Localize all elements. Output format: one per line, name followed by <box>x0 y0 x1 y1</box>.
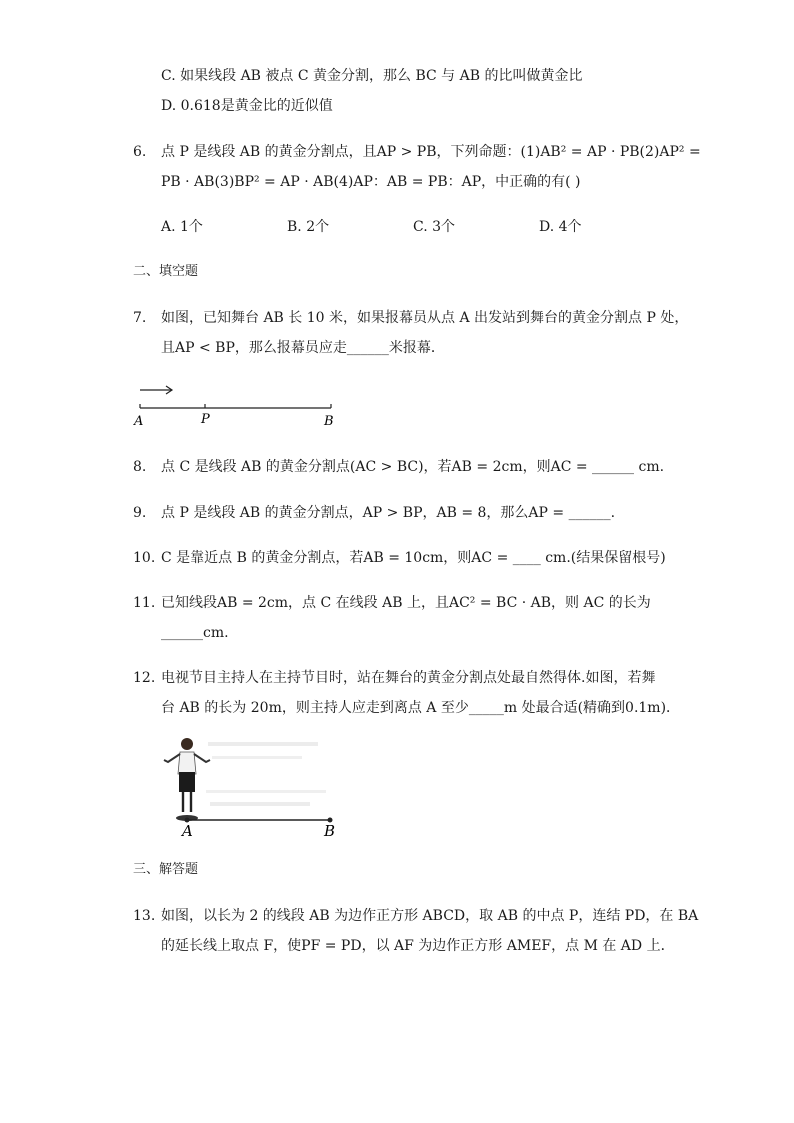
section-heading-solve: 三、解答题 <box>133 862 199 877</box>
q12-line-2: 台 AB 的长为 20m，则主持人应走到离点 A 至少_____m 处最合适(精确到0.1m)． <box>161 700 681 716</box>
q6-line-2: PB · AB(3)BP² = AP · AB(4)AP：AB = PB：AP，中正确的有( ) <box>161 174 581 190</box>
q6-option-c: C. 3个 <box>413 219 456 235</box>
q12-line-1: 电视节目主持人在主持节目时，站在舞台的黄金分割点处最自然得体.如图，若舞 <box>161 670 656 686</box>
q12-label-a: A <box>182 822 193 840</box>
q12-number: 12. <box>133 670 156 686</box>
q6-option-a: A. 1个 <box>161 219 203 235</box>
q9-number: 9. <box>133 505 147 521</box>
q7-segment-figure <box>128 378 348 430</box>
q10-number: 10. <box>133 550 156 566</box>
q7-label-p: P <box>201 412 210 427</box>
presenter-figure <box>164 738 210 821</box>
q10-text: C 是靠近点 B 的黄金分割点，若AB = 10cm，则AC = ____ cm.(结果保留根号) <box>161 550 666 566</box>
q6-option-d: D. 4个 <box>539 219 582 235</box>
q11-line-1: 已知线段AB = 2cm，点 C 在线段 AB 上，且AC² = BC · AB，则 AC 的长为 <box>161 595 651 611</box>
q7-label-a: A <box>134 414 144 429</box>
q11-line-2: ______cm. <box>161 625 229 641</box>
q11-number: 11. <box>133 595 156 611</box>
q6-option-b: B. 2个 <box>287 219 330 235</box>
q5-option-d: D. 0.618是黄金比的近似值 <box>161 98 333 114</box>
q9-text: 点 P 是线段 AB 的黄金分割点，AP > BP，AB = 8，那么AP = ______. <box>161 505 616 521</box>
q7-number: 7. <box>133 310 147 326</box>
q8-text: 点 C 是线段 AB 的黄金分割点(AC > BC)，若AB = 2cm，则AC = ______ cm. <box>161 459 665 475</box>
q8-number: 8. <box>133 459 147 475</box>
q6-number: 6. <box>133 144 147 160</box>
q7-line-1: 如图，已知舞台 AB 长 10 米，如果报幕员从点 A 出发站到舞台的黄金分割点 P 处， <box>161 310 689 326</box>
q7-line-2: 且AP < BP，那么报幕员应走______米报幕． <box>161 340 445 356</box>
q5-option-c: C. 如果线段 AB 被点 C 黄金分割，那么 BC 与 AB 的比叫做黄金比 <box>161 68 583 84</box>
q12-label-b: B <box>324 822 336 840</box>
section-heading-fill-in: 二、填空题 <box>133 264 199 279</box>
q12-faint-background <box>206 742 326 806</box>
q7-label-b: B <box>324 414 334 429</box>
q12-stage-figure <box>150 732 350 842</box>
q13-number: 13. <box>133 908 156 924</box>
q13-line-1: 如图，以长为 2 的线段 AB 为边作正方形 ABCD，取 AB 的中点 P，连结 PD，在 BA <box>161 908 699 924</box>
q13-line-2: 的延长线上取点 F，使PF = PD，以 AF 为边作正方形 AMEF，点 M 在 AD 上． <box>161 938 675 954</box>
q6-line-1: 点 P 是线段 AB 的黄金分割点，且AP > PB，下列命题：(1)AB² = AP · PB(2)AP² = <box>161 144 701 160</box>
